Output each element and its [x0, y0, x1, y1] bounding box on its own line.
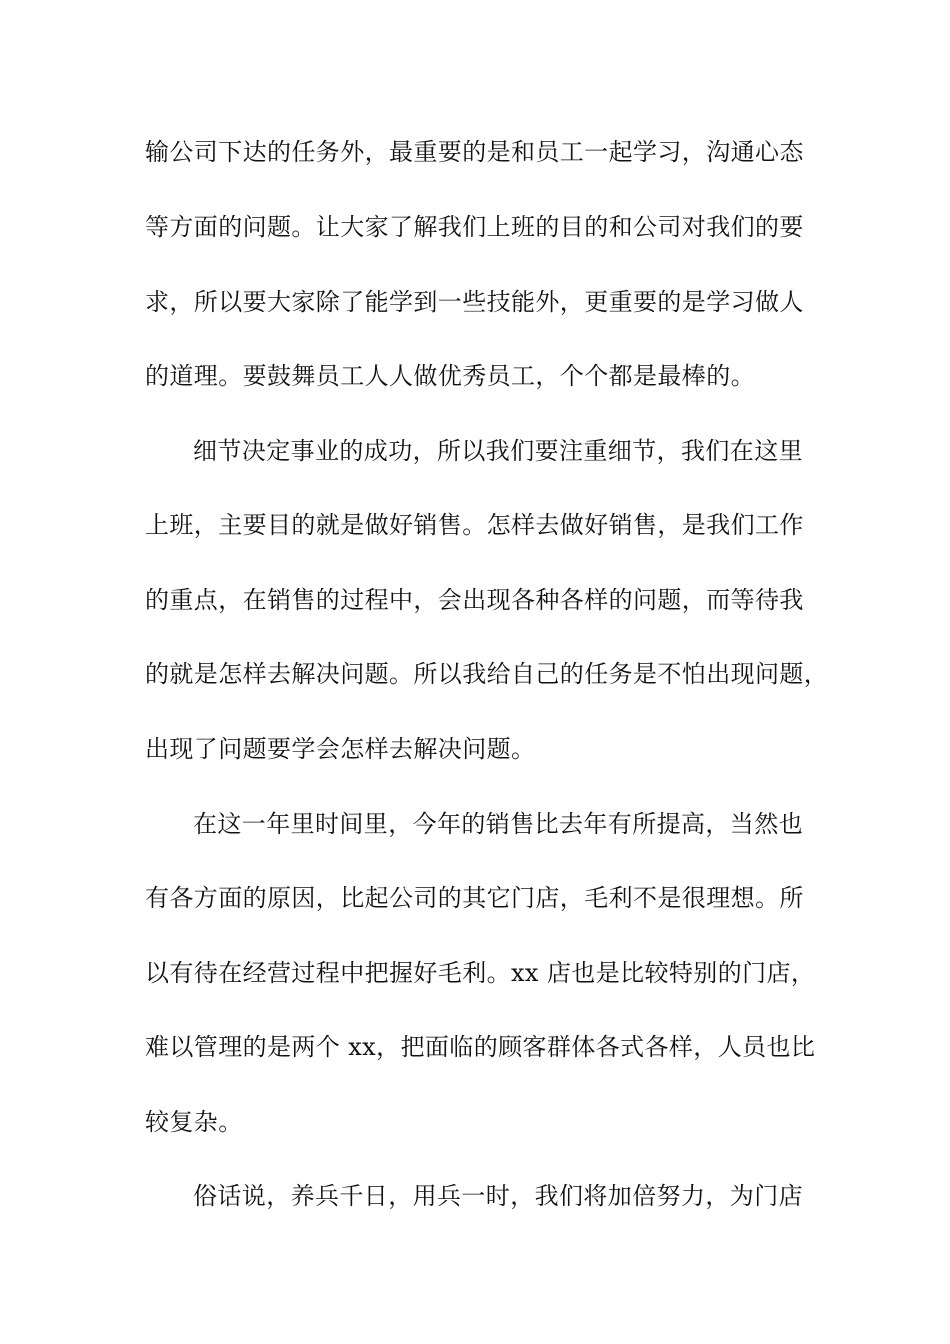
paragraph-2-line-5: 出现了问题要学会怎样去解决问题。 [145, 735, 536, 763]
paragraph-2-line-3: 的重点，在销售的过程中，会出现各种各样的问题，而等待我 [145, 586, 804, 614]
paragraph-3-line-1: 在这一年里时间里，今年的销售比去年有所提高，当然也 [193, 810, 803, 838]
paragraph-1-line-4: 的道理。要鼓舞员工人人做优秀员工，个个都是最棒的。 [145, 362, 755, 390]
paragraph-1-line-1: 输公司下达的任务外，最重要的是和员工一起学习，沟通心态 [145, 138, 804, 166]
paragraph-2-line-1: 细节决定事业的成功，所以我们要注重细节，我们在这里 [193, 437, 803, 465]
paragraph-1-line-3: 求，所以要大家除了能学到一些技能外，更重要的是学习做人 [145, 288, 804, 316]
paragraph-3-line-4: 难以管理的是两个 xx，把面临的顾客群体各式各样，人员也比 [145, 1033, 816, 1061]
paragraph-2-line-4: 的就是怎样去解决问题。所以我给自己的任务是不怕出现问题， [145, 660, 829, 688]
paragraph-3-line-3: 以有待在经营过程中把握好毛利。xx 店也是比较特别的门店， [145, 959, 816, 987]
paragraph-1-line-2: 等方面的问题。让大家了解我们上班的目的和公司对我们的要 [145, 213, 804, 241]
paragraph-4-line-1: 俗话说，养兵千日，用兵一时，我们将加倍努力，为门店 [193, 1182, 803, 1210]
paragraph-3-line-5: 较复杂。 [145, 1108, 243, 1136]
paragraph-3-line-2: 有各方面的原因，比起公司的其它门店，毛利不是很理想。所 [145, 884, 804, 912]
paragraph-2-line-2: 上班，主要目的就是做好销售。怎样去做好销售，是我们工作 [145, 511, 804, 539]
